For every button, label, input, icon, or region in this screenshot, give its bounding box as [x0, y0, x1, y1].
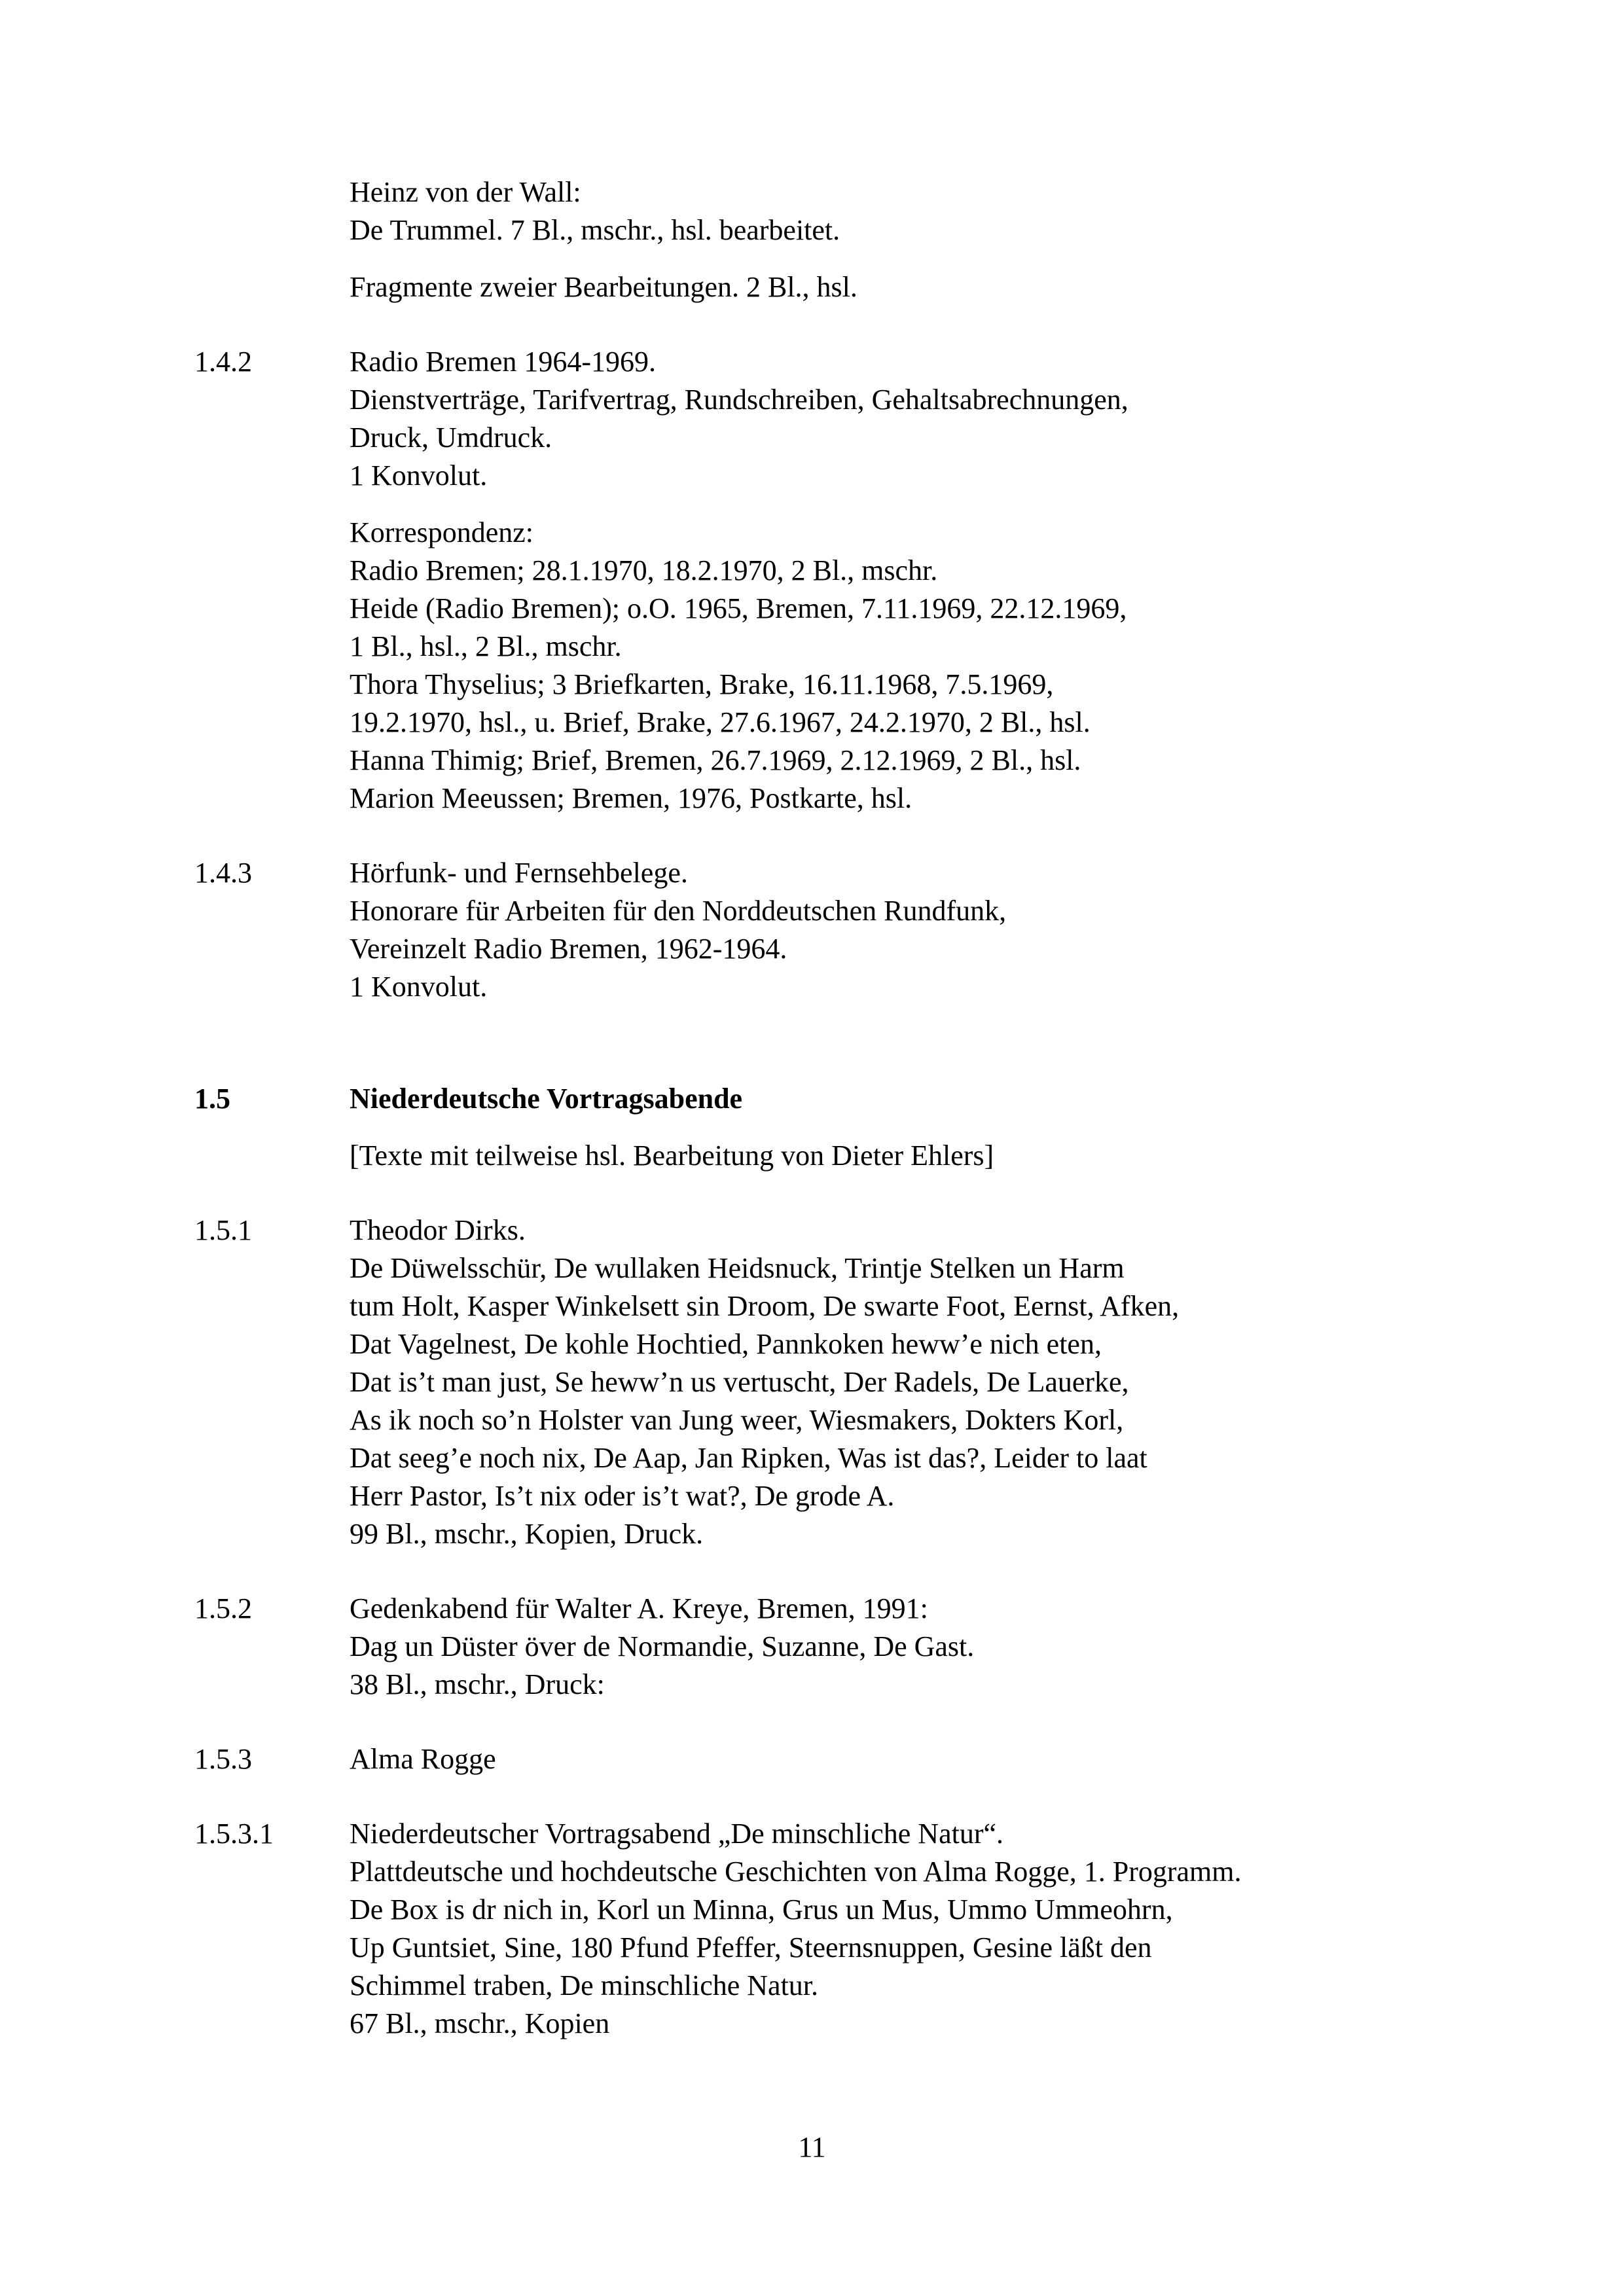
entry-text-line: 99 Bl., mschr., Kopien, Druck. [350, 1518, 704, 1550]
section-number: 1.4.2 [194, 346, 252, 378]
entry-text-line: Marion Meeussen; Bremen, 1976, Postkarte, hsl. [350, 782, 912, 814]
entry-text-line: Herr Pastor, Is’t nix oder is’t wat?, De grode A. [350, 1480, 895, 1512]
entry-text-line: 19.2.1970, hsl., u. Brief, Brake, 27.6.1967, 24.2.1970, 2 Bl., hsl. [350, 706, 1091, 738]
entry-text-line: Up Guntsiet, Sine, 180 Pfund Pfeffer, Steernsnuppen, Gesine läßt den [350, 1931, 1152, 1964]
section-number: 1.5.3.1 [194, 1818, 274, 1850]
entry-text-line: Korrespondenz: [350, 516, 534, 548]
entry-text-line: Dienstverträge, Tarifvertrag, Rundschreiben, Gehaltsabrechnungen, [350, 384, 1128, 416]
entry-text-line: De Box is dr nich in, Korl un Minna, Grus un Mus, Ummo Ummeohrn, [350, 1893, 1173, 1926]
entry-text-line: Alma Rogge [350, 1743, 496, 1775]
entry-text-line: Hanna Thimig; Brief, Bremen, 26.7.1969, 2.12.1969, 2 Bl., hsl. [350, 744, 1081, 776]
entry-text-line: Theodor Dirks. [350, 1214, 526, 1246]
entry-text-line: De Düwelsschür, De wullaken Heidsnuck, Trintje Stelken un Harm [350, 1252, 1125, 1284]
entry-text-line: 1 Konvolut. [350, 459, 488, 492]
entry-text-line: 1 Bl., hsl., 2 Bl., mschr. [350, 630, 622, 662]
entry-text-line: Dat is’t man just, Se heww’n us vertuscht, Der Radels, De Lauerke, [350, 1366, 1129, 1398]
entry-text-line: Heide (Radio Bremen); o.O. 1965, Bremen, 7.11.1969, 22.12.1969, [350, 592, 1127, 624]
section-number: 1.5.3 [194, 1743, 252, 1775]
section-number: 1.5.2 [194, 1592, 252, 1624]
entry-text-line: Honorare für Arbeiten für den Norddeutschen Rundfunk, [350, 895, 1007, 927]
entry-text-line: Radio Bremen 1964-1969. [350, 346, 657, 378]
entry-text-line: Vereinzelt Radio Bremen, 1962-1964. [350, 933, 787, 965]
page-number: 11 [798, 2131, 826, 2163]
entry-text-line: Niederdeutscher Vortragsabend „De minschliche Natur“. [350, 1818, 1004, 1850]
section-number: 1.5 [194, 1083, 230, 1115]
entry-text-line: 1 Konvolut. [350, 971, 488, 1003]
entry-text-line: Schimmel traben, De minschliche Natur. [350, 1969, 819, 2001]
section-number: 1.5.1 [194, 1214, 252, 1246]
entry-text-line: Hörfunk- und Fernsehbelege. [350, 857, 688, 889]
entry-text-line: Radio Bremen; 28.1.1970, 18.2.1970, 2 Bl., mschr. [350, 554, 938, 586]
entry-text-line: 38 Bl., mschr., Druck: [350, 1668, 605, 1700]
entry-text-line: As ik noch so’n Holster van Jung weer, Wiesmakers, Dokters Korl, [350, 1404, 1124, 1436]
entry-text-line: [Texte mit teilweise hsl. Bearbeitung von Dieter Ehlers] [350, 1139, 994, 1172]
entry-text-line: Fragmente zweier Bearbeitungen. 2 Bl., hsl. [350, 271, 857, 303]
entry-text-line: Heinz von der Wall: [350, 176, 581, 208]
section-number: 1.4.3 [194, 857, 252, 889]
entry-text-line: tum Holt, Kasper Winkelsett sin Droom, De swarte Foot, Eernst, Afken, [350, 1290, 1180, 1322]
entry-text-line: Gedenkabend für Walter A. Kreye, Bremen, 1991: [350, 1592, 928, 1624]
section-heading: Niederdeutsche Vortragsabende [350, 1083, 743, 1115]
entry-text-line: De Trummel. 7 Bl., mschr., hsl. bearbeitet. [350, 214, 840, 246]
entry-text-line: 67 Bl., mschr., Kopien [350, 2007, 610, 2039]
entry-text-line: Dat seeg’e noch nix, De Aap, Jan Ripken, Was ist das?, Leider to laat [350, 1442, 1147, 1474]
entry-text-line: Druck, Umdruck. [350, 422, 552, 454]
entry-text-line: Dat Vagelnest, De kohle Hochtied, Pannkoken heww’e nich eten, [350, 1328, 1102, 1360]
entry-text-line: Dag un Düster över de Normandie, Suzanne, De Gast. [350, 1630, 975, 1662]
entry-text-line: Thora Thyselius; 3 Briefkarten, Brake, 16.11.1968, 7.5.1969, [350, 668, 1054, 700]
entry-text-line: Plattdeutsche und hochdeutsche Geschichten von Alma Rogge, 1. Programm. [350, 1856, 1242, 1888]
